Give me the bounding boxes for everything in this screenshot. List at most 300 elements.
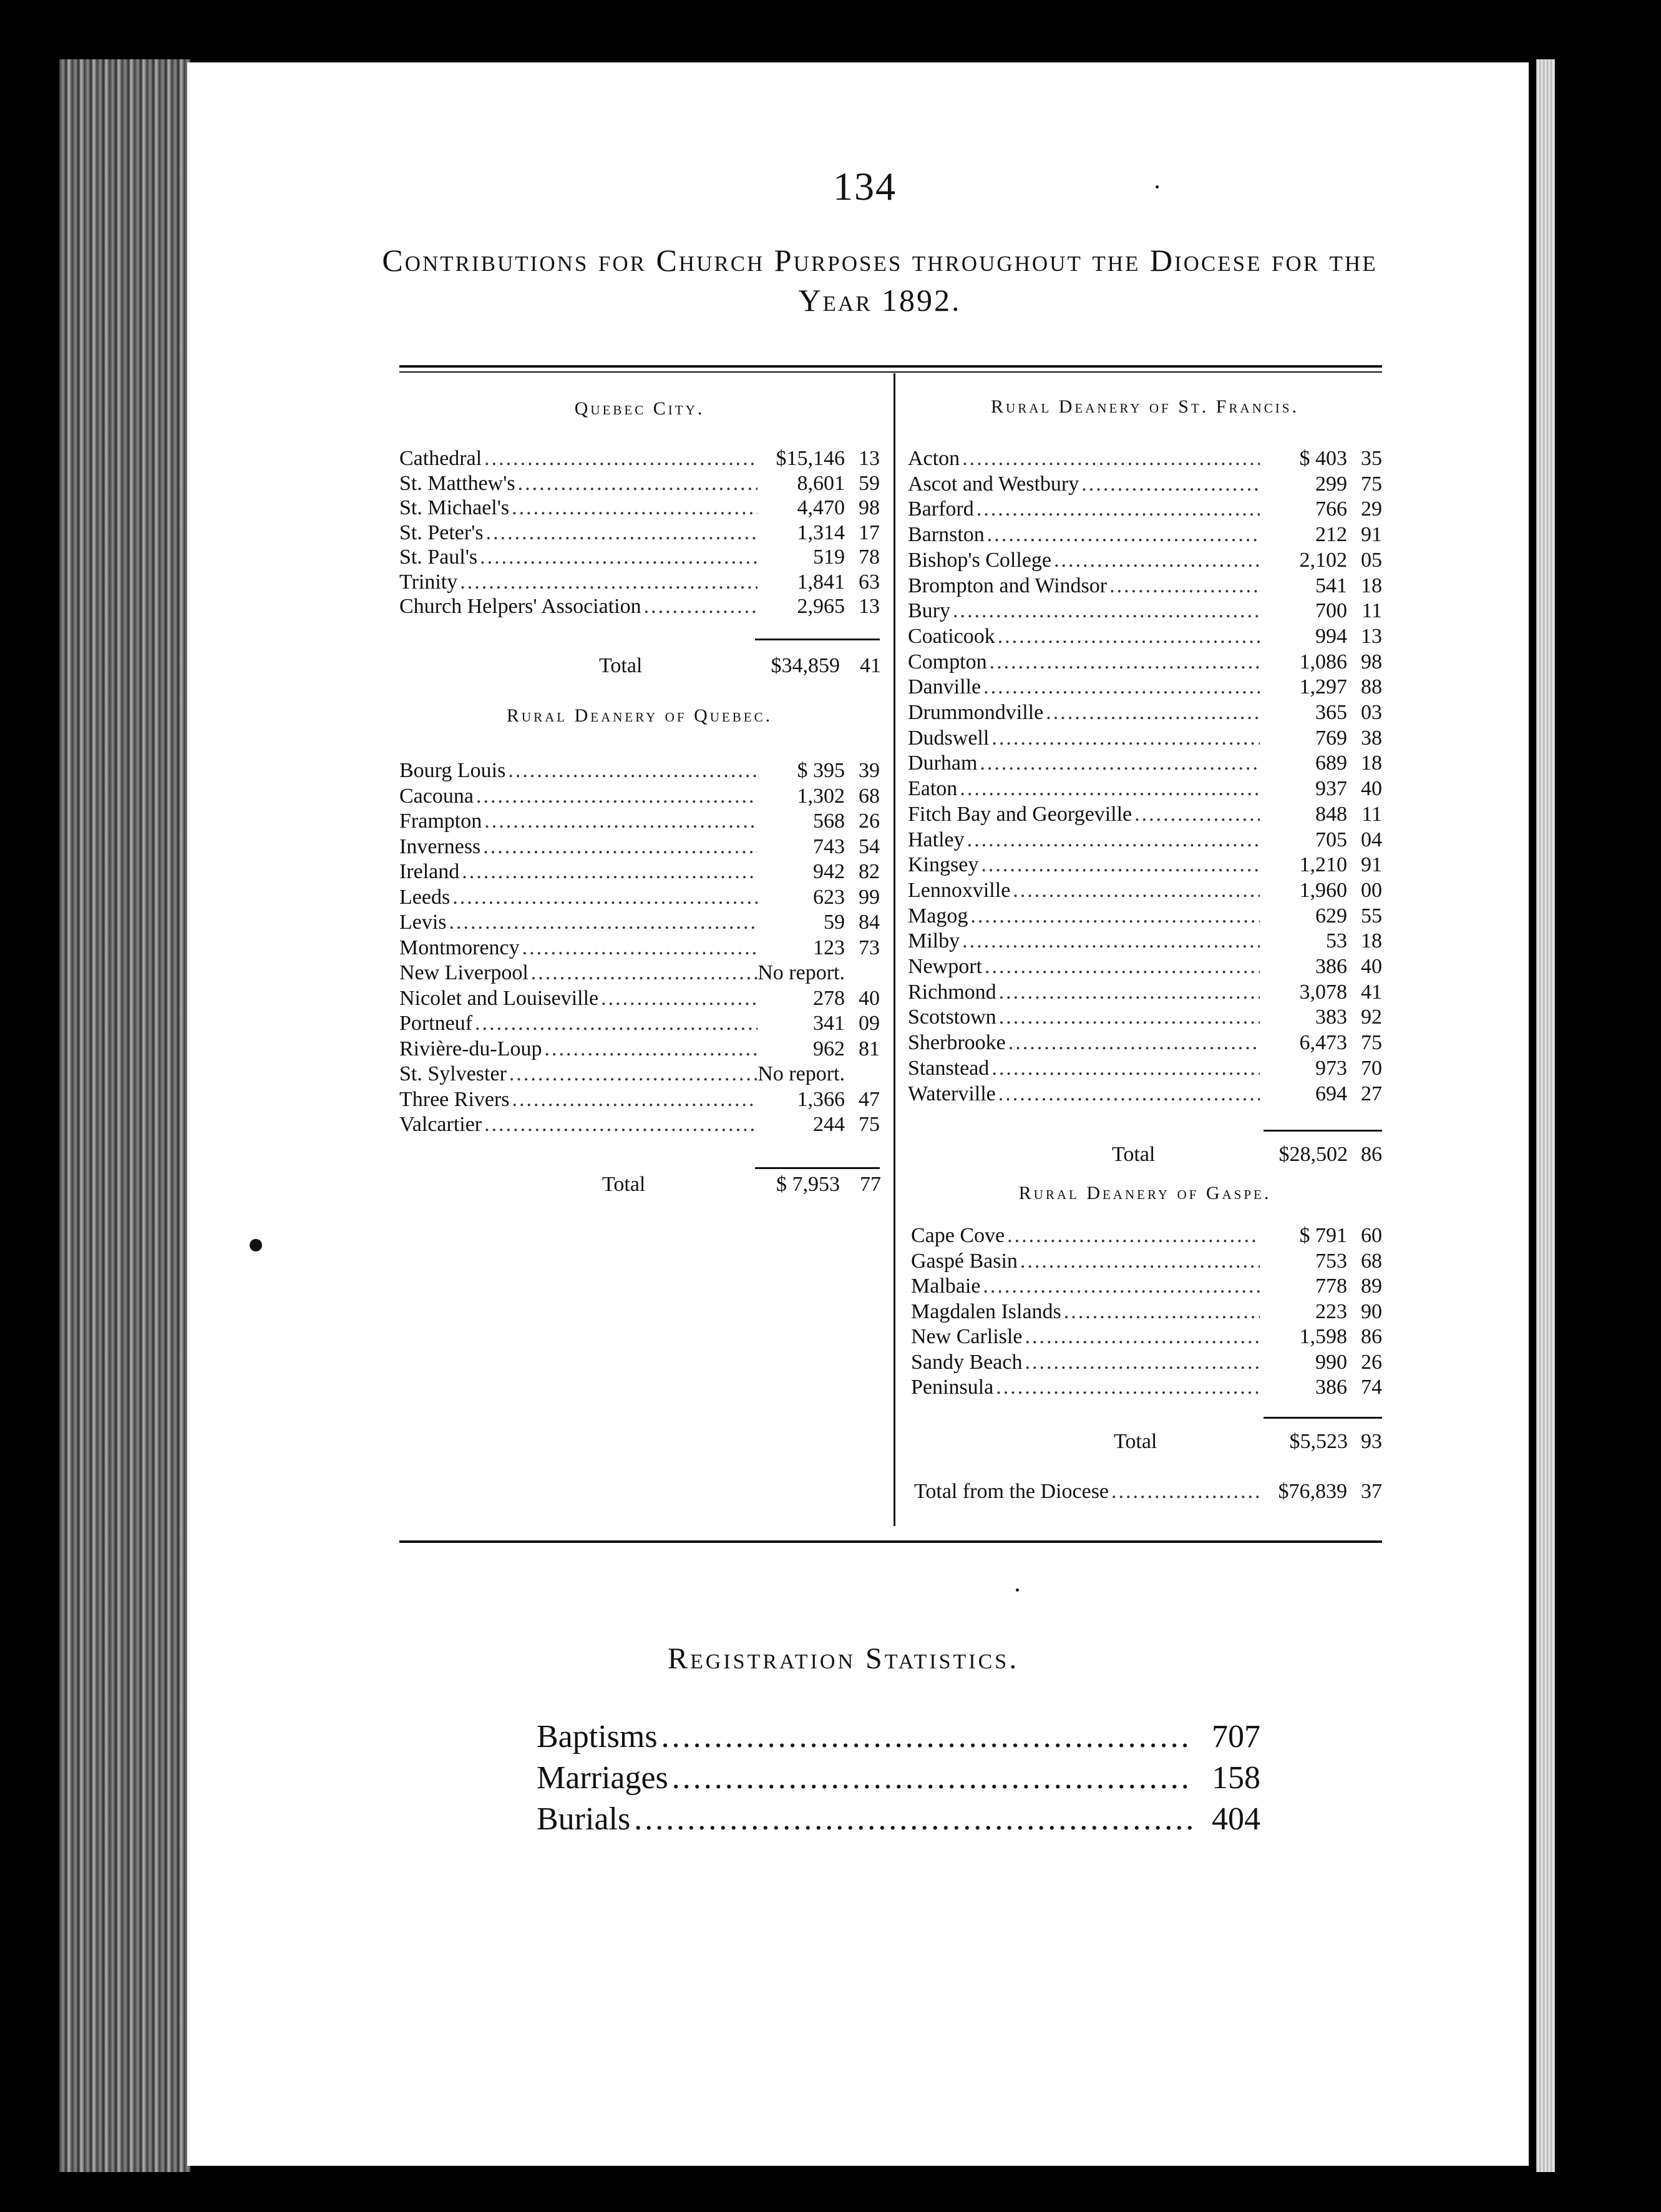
leader-dots [996, 1082, 1260, 1107]
contribution-row [908, 497, 1382, 522]
parish-name: Newport [908, 955, 982, 978]
st-francis-total-label: Total [1112, 1143, 1156, 1166]
rural-quebec-total-dollars: $ 7,953 [776, 1173, 840, 1196]
parish-name: Sandy Beach [911, 1350, 1023, 1374]
parish-name: Dudswell [908, 726, 990, 750]
leader-dots [658, 1716, 1192, 1758]
parish-name: Brompton and Windsor [908, 574, 1108, 597]
parish-name: Rivière-du-Loup [399, 1037, 542, 1060]
amount-cents: 73 [859, 936, 880, 959]
parish-name: Drummondville [908, 701, 1044, 724]
leader-dots [484, 521, 757, 546]
parish-name: Richmond [908, 980, 996, 1004]
amount-cents: 81 [859, 1037, 880, 1060]
parish-name: Barnston [908, 523, 985, 547]
parish-name: New Carlisle [911, 1325, 1023, 1348]
contribution-row [399, 594, 880, 619]
amount-dollars: $ 791 [1299, 1224, 1347, 1247]
amount-dollars: 962 [813, 1037, 845, 1060]
parish-name: Acton [908, 447, 960, 470]
diocese-total-row [914, 1479, 1382, 1504]
contribution-row [908, 1056, 1382, 1081]
registration-row [537, 1716, 1260, 1758]
amount-dollars: 123 [813, 936, 845, 959]
amount-cents: 70 [1361, 1056, 1382, 1080]
parish-name: Peninsula [911, 1376, 994, 1399]
leader-dots [474, 784, 757, 809]
amount-dollars: 278 [813, 986, 845, 1010]
leader-dots [1051, 548, 1260, 573]
amount-cents: 05 [1361, 548, 1382, 572]
amount-cents: 98 [859, 496, 880, 519]
parish-name: Kingsey [908, 853, 979, 877]
leader-dots [528, 961, 757, 986]
leader-dots [641, 594, 757, 619]
amount-dollars: 990 [1315, 1350, 1347, 1374]
contribution-row [399, 1037, 880, 1062]
leader-dots [1006, 1030, 1260, 1055]
amount-cents: 40 [1361, 955, 1382, 978]
amount-dollars: 1,841 [797, 570, 845, 594]
amount-cents: 88 [1361, 675, 1382, 699]
leader-dots [1109, 1479, 1260, 1504]
section-heading-quebec-city: Quebec City. [574, 398, 705, 419]
leader-dots [1018, 1249, 1260, 1274]
amount-cents: 38 [1361, 726, 1382, 750]
amount-dollars: 1,598 [1299, 1325, 1347, 1348]
parish-name: Ascot and Westbury [908, 472, 1079, 496]
diocese-total-label: Total from the Diocese [914, 1480, 1109, 1503]
leader-dots [987, 650, 1260, 675]
amount-cents: 63 [859, 570, 880, 594]
parish-name: Milby [908, 929, 960, 953]
contribution-row [908, 472, 1382, 497]
parish-name: Lennoxville [908, 878, 1011, 902]
contribution-row [908, 1030, 1382, 1055]
registration-label: Baptisms [537, 1719, 658, 1754]
contribution-row [908, 802, 1382, 827]
registration-value: 707 [1212, 1719, 1260, 1754]
leader-dots [977, 751, 1260, 776]
contribution-row [908, 446, 1382, 471]
amount-cents: 35 [1361, 447, 1382, 470]
parish-name: New Liverpool [399, 961, 528, 984]
contribution-row [399, 936, 880, 961]
amount-cents: 18 [1361, 574, 1382, 597]
amount-cents: 47 [859, 1087, 880, 1111]
page-number: 134 [833, 164, 897, 208]
registration-value: 158 [1212, 1760, 1260, 1796]
amount-dollars: 223 [1315, 1299, 1347, 1323]
contribution-row [908, 726, 1382, 751]
leader-dots [985, 522, 1260, 547]
parish-name: St. Matthew's [399, 471, 515, 495]
amount-cents: 98 [1361, 650, 1382, 673]
contribution-row [399, 859, 880, 884]
contribution-row [908, 675, 1382, 700]
contribution-row [911, 1324, 1382, 1349]
bottom-rule [399, 1540, 1382, 1543]
leader-dots [1043, 700, 1260, 725]
leader-dots [1107, 574, 1260, 599]
contribution-row [399, 471, 880, 496]
amount-dollars: 8,601 [797, 471, 845, 495]
amount-cents: 75 [859, 1113, 880, 1136]
leader-dots [981, 675, 1260, 700]
leader-dots [995, 624, 1260, 649]
gaspe-total-dollars: $5,523 [1289, 1430, 1348, 1453]
amount-dollars: 694 [1315, 1082, 1347, 1105]
amount-cents: 00 [1361, 878, 1382, 902]
leader-dots [598, 986, 757, 1011]
parish-name: Barford [908, 497, 974, 521]
amount-dollars: 700 [1315, 599, 1347, 623]
amount-dollars: 705 [1315, 828, 1347, 851]
amount-cents: 17 [859, 521, 880, 544]
leader-dots [482, 1112, 757, 1137]
leader-dots [1022, 1350, 1260, 1375]
amount-cents: 11 [1361, 802, 1382, 826]
leader-dots [450, 885, 757, 910]
parish-name: Cathedral [399, 447, 482, 470]
amount-cents: 78 [859, 546, 880, 569]
contribution-row [399, 910, 880, 935]
leader-dots [960, 446, 1260, 471]
leader-dots [482, 446, 757, 471]
leader-dots [509, 496, 757, 521]
leader-dots [950, 599, 1260, 624]
column-divider [894, 373, 895, 1526]
parish-name: Three Rivers [399, 1087, 510, 1111]
top-rule [399, 365, 1382, 368]
amount-cents: 09 [859, 1012, 880, 1035]
diocese-total-cents: 37 [1361, 1480, 1382, 1503]
amount-dollars: 244 [813, 1113, 845, 1136]
amount-cents: 03 [1361, 701, 1382, 724]
parish-name: Frampton [399, 810, 482, 833]
amount-dollars: 769 [1315, 726, 1347, 750]
leader-dots [1061, 1299, 1260, 1324]
quebec-city-total-cents: 41 [860, 654, 881, 677]
leader-dots [978, 853, 1260, 878]
amount-dollars: 1,302 [797, 784, 845, 808]
leader-dots [472, 1011, 757, 1036]
leader-dots [1022, 1324, 1260, 1349]
amount-cents: 40 [1361, 777, 1382, 801]
parish-name: Danville [908, 675, 982, 699]
contribution-row [908, 980, 1382, 1005]
leader-dots [1079, 472, 1260, 497]
parish-name: Portneuf [399, 1012, 473, 1035]
contribution-row [908, 700, 1382, 725]
leader-dots [1005, 1223, 1260, 1248]
parish-name: Trinity [399, 570, 458, 594]
contribution-row [399, 758, 880, 783]
contribution-row [908, 650, 1382, 675]
contribution-row [399, 784, 880, 809]
parish-name: Bourg Louis [399, 759, 506, 782]
amount-cents: 82 [859, 860, 880, 883]
leader-dots [447, 910, 757, 935]
contribution-row [908, 828, 1382, 853]
amount-dollars: 4,470 [797, 496, 845, 519]
amount-cents: 86 [1361, 1325, 1382, 1348]
contribution-row [399, 446, 880, 471]
parish-name: Eaton [908, 777, 958, 801]
contribution-row [908, 1005, 1382, 1030]
amount-cents: 91 [1361, 853, 1382, 877]
amount-cents: 18 [1361, 751, 1382, 775]
leader-dots [477, 545, 757, 570]
amount-cents: 54 [859, 834, 880, 858]
parish-name: Sherbrooke [908, 1031, 1006, 1055]
amount-dollars: No report. [757, 1062, 845, 1085]
parish-name: Inverness [399, 834, 481, 858]
section-heading-gaspe: Rural Deanery of Gaspe. [1018, 1183, 1272, 1203]
parish-name: Magdalen Islands [911, 1299, 1061, 1323]
amount-dollars: 3,078 [1299, 980, 1347, 1004]
leader-dots [515, 471, 757, 496]
st-francis-total-cents: 86 [1361, 1143, 1382, 1166]
amount-dollars: 689 [1315, 751, 1347, 775]
contribution-row [908, 853, 1382, 878]
amount-dollars: 386 [1315, 955, 1347, 978]
leader-dots [505, 758, 757, 783]
quebec-city-total-dollars: $34,859 [771, 654, 840, 677]
contribution-row [911, 1299, 1382, 1324]
contribution-row [399, 1087, 880, 1112]
parish-name: St. Peter's [399, 521, 484, 544]
registration-label: Burials [537, 1801, 631, 1837]
amount-dollars: 568 [813, 810, 845, 833]
leader-dots [996, 1005, 1260, 1030]
contribution-row [911, 1375, 1382, 1400]
contribution-row [911, 1223, 1382, 1248]
contribution-row [399, 545, 880, 570]
gaspe-total-label: Total [1114, 1430, 1157, 1453]
amount-dollars: 1,297 [1299, 675, 1347, 699]
registration-title: Registration Statistics. [668, 1642, 1020, 1675]
book-page-edge [1536, 59, 1555, 2172]
amount-cents: 90 [1361, 1299, 1382, 1323]
contribution-row [399, 1112, 880, 1137]
contribution-row [908, 574, 1382, 599]
leader-dots [982, 954, 1260, 979]
amount-cents: 74 [1361, 1376, 1382, 1399]
leader-dots [957, 776, 1260, 801]
amount-cents: 75 [1361, 472, 1382, 496]
leader-dots [960, 929, 1260, 954]
contribution-row [399, 570, 880, 595]
amount-dollars: 994 [1315, 624, 1347, 648]
registration-label: Marriages [537, 1760, 668, 1796]
amount-dollars: 2,965 [797, 595, 845, 618]
rural-quebec-total-cents: 77 [860, 1173, 881, 1196]
amount-dollars: 1,210 [1299, 853, 1347, 877]
parish-name: Bishop's College [908, 548, 1051, 572]
leader-dots [980, 1274, 1260, 1299]
amount-cents: 41 [1361, 980, 1382, 1004]
contribution-row [908, 929, 1382, 954]
amount-cents: 13 [1361, 624, 1382, 648]
amount-dollars: 6,473 [1299, 1031, 1347, 1055]
amount-dollars: 743 [813, 834, 845, 858]
leader-dots [542, 1037, 758, 1062]
amount-dollars: 848 [1315, 802, 1347, 826]
parish-name: Cape Cove [911, 1224, 1005, 1247]
amount-dollars: 623 [813, 885, 845, 909]
leader-dots [993, 1375, 1260, 1400]
parish-name: Waterville [908, 1082, 996, 1105]
parish-name: Durham [908, 751, 978, 775]
amount-dollars: 778 [1315, 1275, 1347, 1298]
amount-dollars: 212 [1315, 523, 1347, 547]
amount-dollars: 386 [1315, 1376, 1347, 1399]
parish-name: Malbaie [911, 1275, 981, 1298]
amount-dollars: 753 [1315, 1249, 1347, 1273]
amount-cents: 18 [1361, 929, 1382, 953]
ink-speck [1156, 185, 1159, 188]
amount-cents: 59 [859, 471, 880, 495]
leader-dots [974, 497, 1260, 522]
contribution-row [908, 548, 1382, 573]
amount-cents: 27 [1361, 1082, 1382, 1105]
amount-dollars: 541 [1315, 574, 1347, 597]
leader-dots [459, 859, 757, 884]
leader-dots [457, 570, 757, 595]
leader-dots [965, 828, 1260, 853]
amount-dollars: 341 [813, 1012, 845, 1035]
leader-dots [507, 1062, 757, 1087]
book-spine-edge [59, 59, 190, 2172]
section-heading-st-francis: Rural Deanery of St. Francis. [991, 396, 1299, 417]
amount-dollars: 629 [1315, 904, 1347, 927]
amount-cents: 39 [859, 759, 880, 782]
contribution-row [908, 751, 1382, 776]
amount-cents: 11 [1361, 599, 1382, 623]
top-rule-thin [399, 371, 1382, 373]
leader-dots [1010, 878, 1260, 903]
amount-cents: 26 [859, 810, 880, 833]
amount-dollars: 942 [813, 860, 845, 883]
contribution-row [908, 522, 1382, 547]
contribution-row [911, 1249, 1382, 1274]
parish-name: Levis [399, 911, 447, 934]
amount-dollars: $15,146 [776, 447, 845, 470]
parish-name: St. Sylvester [399, 1062, 507, 1085]
contribution-row [908, 904, 1382, 929]
parish-name: Valcartier [399, 1113, 482, 1136]
parish-name: Compton [908, 650, 987, 673]
amount-cents: 91 [1361, 523, 1382, 547]
leader-dots [989, 1056, 1260, 1081]
leader-dots [520, 936, 757, 961]
amount-cents: 04 [1361, 828, 1382, 851]
amount-cents: 60 [1361, 1224, 1382, 1247]
ink-speck [1016, 1588, 1019, 1592]
amount-dollars: $ 403 [1299, 447, 1347, 470]
contribution-row [908, 878, 1382, 903]
parish-name: Gaspé Basin [911, 1249, 1018, 1273]
contribution-row [399, 1062, 880, 1087]
amount-dollars: 2,102 [1299, 548, 1347, 572]
st-francis-total-dollars: $28,502 [1279, 1143, 1348, 1166]
parish-name: Scotstown [908, 1006, 996, 1029]
contribution-row [908, 599, 1382, 624]
amount-cents: 68 [1361, 1249, 1382, 1273]
subtotal-rule [755, 639, 880, 640]
amount-cents: 84 [859, 911, 880, 934]
registration-row [537, 1799, 1260, 1840]
amount-dollars: 973 [1315, 1056, 1347, 1080]
amount-cents: 40 [859, 986, 880, 1010]
amount-dollars: No report. [757, 961, 845, 984]
leader-dots [996, 980, 1260, 1005]
page-title: Contributions for Church Purposes throughout the Diocese for the Year 1892. [382, 243, 1378, 318]
amount-dollars: 519 [813, 546, 845, 569]
parish-name: Montmorency [399, 936, 520, 959]
amount-dollars: 1,960 [1299, 878, 1347, 902]
amount-dollars: 383 [1315, 1006, 1347, 1029]
amount-cents: 89 [1361, 1275, 1382, 1298]
section-heading-rural-quebec: Rural Deanery of Quebec. [506, 705, 773, 726]
quebec-city-total-label: Total [599, 654, 643, 677]
amount-dollars: 766 [1315, 497, 1347, 521]
amount-dollars: 1,366 [797, 1087, 845, 1111]
amount-dollars: 53 [1326, 929, 1347, 953]
parish-name: Stanstead [908, 1056, 990, 1080]
amount-cents: 13 [859, 595, 880, 618]
parish-name: Coaticook [908, 624, 995, 648]
contribution-row [399, 521, 880, 546]
diocese-total-dollars: $76,839 [1278, 1480, 1347, 1503]
amount-cents: 13 [859, 447, 880, 470]
parish-name: Bury [908, 599, 950, 623]
contribution-row [908, 1082, 1382, 1107]
parish-name: Leeds [399, 885, 451, 909]
amount-cents: 92 [1361, 1006, 1382, 1029]
contribution-row [399, 986, 880, 1011]
amount-cents: 26 [1361, 1350, 1382, 1374]
parish-name: Hatley [908, 828, 965, 851]
contribution-row [399, 961, 880, 986]
amount-dollars: 59 [824, 911, 845, 934]
amount-cents: 75 [1361, 1031, 1382, 1055]
leader-dots [968, 904, 1260, 929]
gaspe-total-cents: 93 [1361, 1430, 1382, 1453]
leader-dots [630, 1799, 1192, 1840]
parish-name: Magog [908, 904, 968, 927]
contribution-row [908, 776, 1382, 801]
leader-dots [668, 1758, 1192, 1799]
rural-quebec-total-label: Total [602, 1173, 646, 1196]
contribution-row [908, 954, 1382, 979]
leader-dots [1132, 802, 1260, 827]
leader-dots [482, 809, 757, 834]
leader-dots [510, 1087, 757, 1112]
contribution-row [399, 834, 880, 859]
amount-dollars: 937 [1315, 777, 1347, 801]
contribution-row [911, 1274, 1382, 1299]
parish-name: St. Michael's [399, 496, 510, 519]
amount-dollars: $ 395 [797, 759, 845, 782]
amount-dollars: 299 [1315, 472, 1347, 496]
leader-dots [480, 834, 757, 859]
amount-cents: 68 [859, 784, 880, 808]
parish-name: Fitch Bay and Georgeville [908, 802, 1132, 826]
subtotal-rule [1264, 1417, 1382, 1419]
ink-speck [250, 1239, 262, 1251]
